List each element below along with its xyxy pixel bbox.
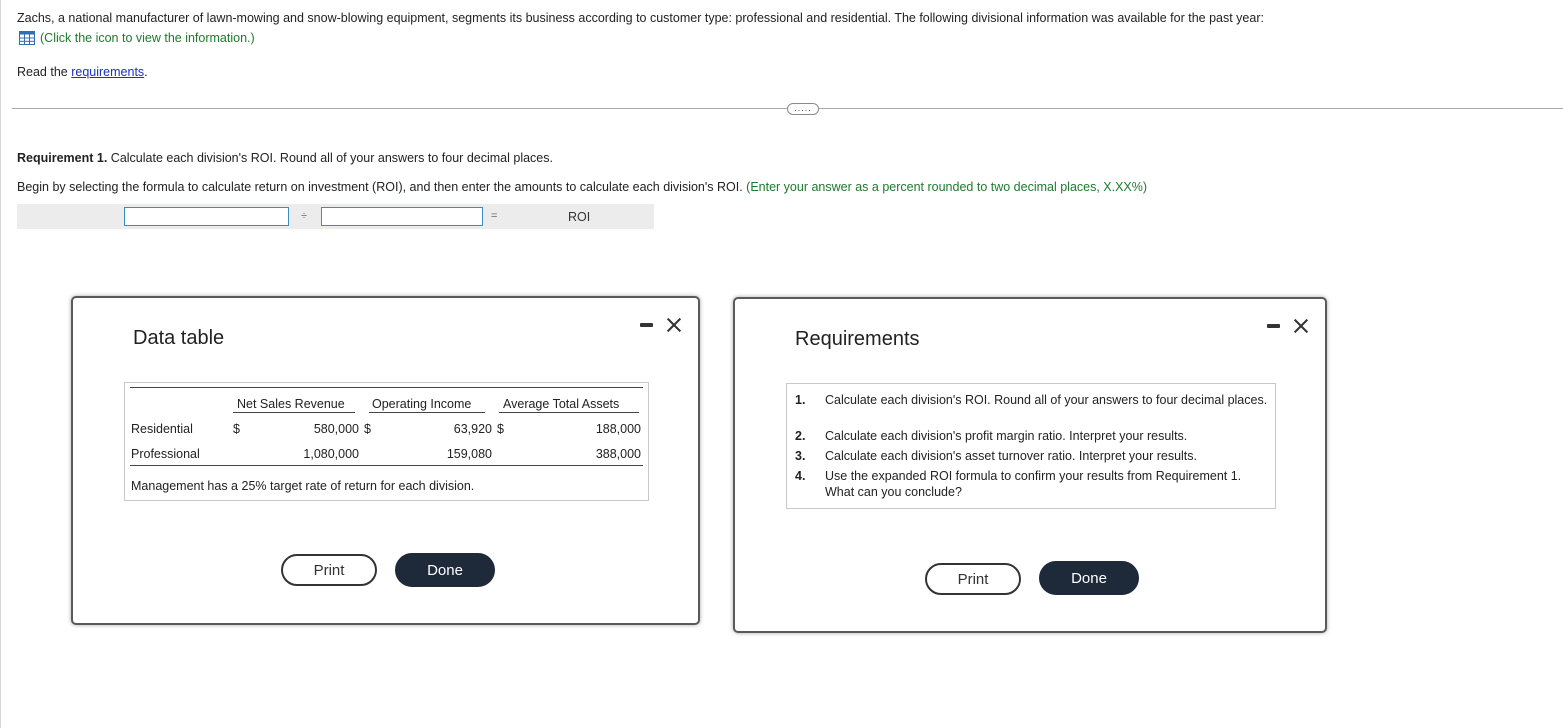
header-operating-income: Operating Income (372, 397, 472, 411)
table-note: Management has a 25% target rate of return for each division. (131, 479, 475, 493)
requirements-title: Requirements (795, 328, 920, 350)
item-number: 1. (795, 393, 806, 407)
header-underline (233, 412, 355, 413)
table-icon[interactable] (19, 31, 35, 45)
item-text: Calculate each division's asset turnover ratio. Interpret your results. (825, 449, 1198, 463)
list-item (795, 448, 1270, 464)
intro-text: Zachs, a national manufacturer of lawn-mowing and snow-blowing equipment, segments its business according to customer type: professional and residential. The following divisional information was available for the past year: (17, 11, 1264, 25)
currency-symbol: $ (497, 422, 504, 436)
item-text: Use the expanded ROI formula to confirm your results from Requirement 1. What can you conclude? (825, 469, 1242, 499)
header-underline (499, 412, 639, 413)
header-underline (369, 412, 485, 413)
requirements-modal (733, 297, 1327, 633)
list-item (795, 428, 1270, 444)
currency-symbol: $ (364, 422, 371, 436)
click-icon-text[interactable]: (Click the icon to view the information.) (40, 31, 255, 45)
item-number: 3. (795, 449, 806, 463)
avg-assets-value: 388,000 (595, 447, 641, 461)
data-table (124, 382, 649, 501)
data-table-modal (71, 296, 700, 625)
roi-formula-row (17, 204, 654, 229)
operating-income-value: 63,920 (453, 422, 492, 436)
close-icon[interactable] (1294, 319, 1308, 333)
requirement-1-heading (17, 151, 553, 165)
done-button[interactable]: Done (395, 553, 495, 587)
print-button[interactable]: Print (281, 554, 377, 586)
avg-assets-value: 188,000 (595, 422, 641, 436)
begin-instructions (17, 180, 1147, 194)
item-number: 4. (795, 469, 806, 483)
item-text: Calculate each division's ROI. Round all of your answers to four decimal places. (825, 393, 1268, 407)
window-controls (1267, 319, 1308, 333)
done-button[interactable]: Done (1039, 561, 1139, 595)
net-sales-value: 1,080,000 (303, 447, 359, 461)
print-button[interactable]: Print (925, 563, 1021, 595)
read-requirements (17, 65, 148, 79)
list-item (795, 392, 1270, 408)
view-information-link[interactable] (19, 31, 255, 45)
read-prefix: Read the (17, 65, 72, 79)
begin-hint: (Enter your answer as a percent rounded to two decimal places, X.XX%) (742, 180, 1148, 194)
list-item (795, 468, 1270, 500)
requirement-1-text: Calculate each division's ROI. Round all of your answers to four decimal places. (107, 151, 553, 165)
roi-label: ROI (568, 210, 591, 224)
formula-denominator-input[interactable] (321, 207, 483, 226)
table-bottom-rule (130, 465, 643, 466)
minimize-icon[interactable] (1267, 324, 1280, 328)
net-sales-value: 580,000 (313, 422, 359, 436)
requirements-link[interactable]: requirements (71, 65, 145, 79)
row-label: Professional (131, 447, 200, 461)
header-avg-assets: Average Total Assets (503, 397, 620, 411)
item-text: Calculate each division's profit margin ratio. Interpret your results. (825, 429, 1188, 443)
operating-income-value: 159,080 (446, 447, 492, 461)
requirements-list (786, 383, 1276, 509)
window-controls (640, 318, 681, 332)
divide-symbol: ÷ (301, 210, 308, 222)
data-table-title: Data table (133, 327, 225, 349)
requirement-1-label: Requirement 1. (17, 151, 108, 165)
formula-numerator-input[interactable] (124, 207, 289, 226)
currency-symbol: $ (233, 422, 240, 436)
row-label: Residential (131, 422, 193, 436)
read-suffix: . (144, 65, 148, 79)
begin-text: Begin by selecting the formula to calculate return on investment (ROI), and then enter the amounts to calculate each division's ROI. (17, 180, 743, 194)
close-icon[interactable] (667, 318, 681, 332)
equals-symbol: = (491, 210, 498, 222)
item-number: 2. (795, 429, 806, 443)
header-net-sales: Net Sales Revenue (237, 397, 345, 411)
minimize-icon[interactable] (640, 323, 653, 327)
expand-ellipsis-button[interactable]: ..... (787, 103, 819, 115)
left-border (0, 0, 1, 728)
table-top-rule (130, 387, 643, 388)
